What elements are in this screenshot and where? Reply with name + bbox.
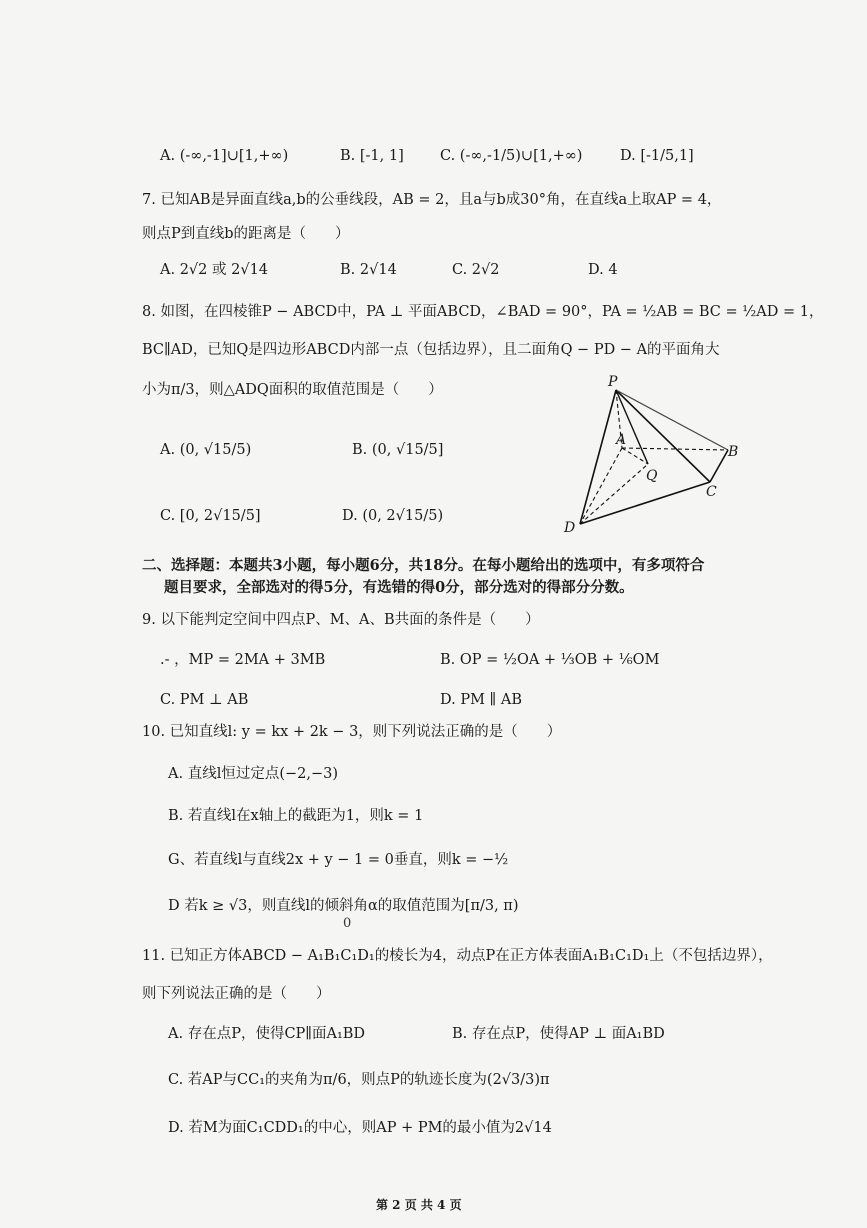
stray-mark: 0: [343, 916, 352, 931]
section2-heading-line1: 二、选择题：本题共3小题，每小题6分，共18分。在每小题给出的选项中，有多项符合: [142, 557, 705, 574]
q7-option-a: A. 2√2 或 2√14: [160, 262, 269, 278]
q8-option-a: A. (0, √15/5): [160, 442, 252, 458]
q6-option-d: D. [-1/5,1]: [620, 148, 694, 164]
q9-option-b: B. OP = ½OA + ⅓OB + ⅙OM: [440, 652, 660, 668]
edge-pd: [580, 390, 616, 524]
q7-option-d: D. 4: [588, 262, 618, 278]
q8-pyramid-figure: [560, 372, 750, 534]
q6-option-c: C. (-∞,-1/5)∪[1,+∞): [440, 148, 583, 164]
q11-option-c: C. 若AP与CC₁的夹角为π/6，则点P的轨迹长度为(2√3/3)π: [168, 1072, 550, 1088]
q10-option-c: G、若直线l与直线2x + y − 1 = 0垂直，则k = −½: [168, 852, 509, 868]
label-d: D: [564, 520, 576, 534]
edge-pq: [616, 390, 648, 464]
q10-option-d: D 若k ≥ √3，则直线l的倾斜角α的取值范围为[π/3, π): [168, 898, 519, 914]
q11-stem-line2: 则下列说法正确的是（ ）: [142, 986, 331, 1002]
q9-option-d: D. PM ∥ AB: [440, 692, 522, 708]
q8-stem-line1: 8. 如图，在四棱锥P − ABCD中，PA ⊥ 平面ABCD，∠BAD = 90°，PA = ½AB = BC = ½AD = 1，: [142, 304, 824, 320]
q11-option-a: A. 存在点P，使得CP∥面A₁BD: [168, 1026, 366, 1042]
edge-cb: [710, 450, 728, 482]
q7-stem-line2: 则点P到直线b的距离是（ ）: [142, 226, 350, 242]
label-q: Q: [646, 468, 658, 484]
label-a: A: [616, 432, 627, 448]
q8-option-c: C. [0, 2√15/5]: [160, 508, 261, 524]
edge-dc: [580, 482, 710, 524]
q9-option-c: C. PM ⊥ AB: [160, 692, 249, 708]
q11-stem-line1: 11. 已知正方体ABCD − A₁B₁C₁D₁的棱长为4，动点P在正方体表面A₁B₁C₁D₁上（不包括边界），: [142, 948, 773, 964]
q11-option-d: D. 若M为面C₁CDD₁的中心，则AP + PM的最小值为2√14: [168, 1120, 552, 1136]
edge-dq: [580, 464, 648, 524]
q6-option-a: A. (-∞,-1]∪[1,+∞): [160, 148, 289, 164]
q6-option-b: B. [-1, 1]: [340, 148, 404, 164]
q10-option-b: B. 若直线l在x轴上的截距为1，则k = 1: [168, 808, 424, 824]
q8-stem-line2: BC∥AD，已知Q是四边形ABCD内部一点（包括边界），且二面角Q − PD − A的平面角大: [142, 342, 720, 358]
q9-stem: 9. 以下能判定空间中四点P、M、A、B共面的条件是（ ）: [142, 612, 540, 628]
q9-option-a: .- ，MP = 2MA + 3MB: [160, 652, 326, 668]
label-b: B: [728, 444, 739, 460]
label-p: P: [608, 374, 618, 390]
edge-pb: [616, 390, 728, 450]
edge-pc: [616, 390, 710, 482]
label-c: C: [706, 484, 717, 500]
q11-option-b: B. 存在点P，使得AP ⊥ 面A₁BD: [452, 1026, 665, 1042]
q10-stem: 10. 已知直线l: y = kx + 2k − 3，则下列说法正确的是（ ）: [142, 724, 562, 740]
page-footer: 第 2 页 共 4 页: [376, 1198, 462, 1212]
q10-option-a: A. 直线l恒过定点(−2,−3): [168, 766, 338, 782]
q8-option-d: D. (0, 2√15/5): [342, 508, 444, 524]
q7-option-b: B. 2√14: [340, 262, 397, 278]
q7-option-c: C. 2√2: [452, 262, 500, 278]
q8-option-b: B. (0, √15/5]: [352, 442, 444, 458]
q8-stem-line3: 小为π/3，则△ADQ面积的取值范围是（ ）: [142, 382, 443, 398]
section2-heading-line2: 题目要求，全部选对的得5分，有选错的得0分，部分选对的得部分分数。: [164, 579, 634, 596]
q7-stem-line1: 7. 已知AB是异面直线a,b的公垂线段，AB = 2，且a与b成30°角，在直线a上取AP = 4，: [142, 192, 722, 208]
